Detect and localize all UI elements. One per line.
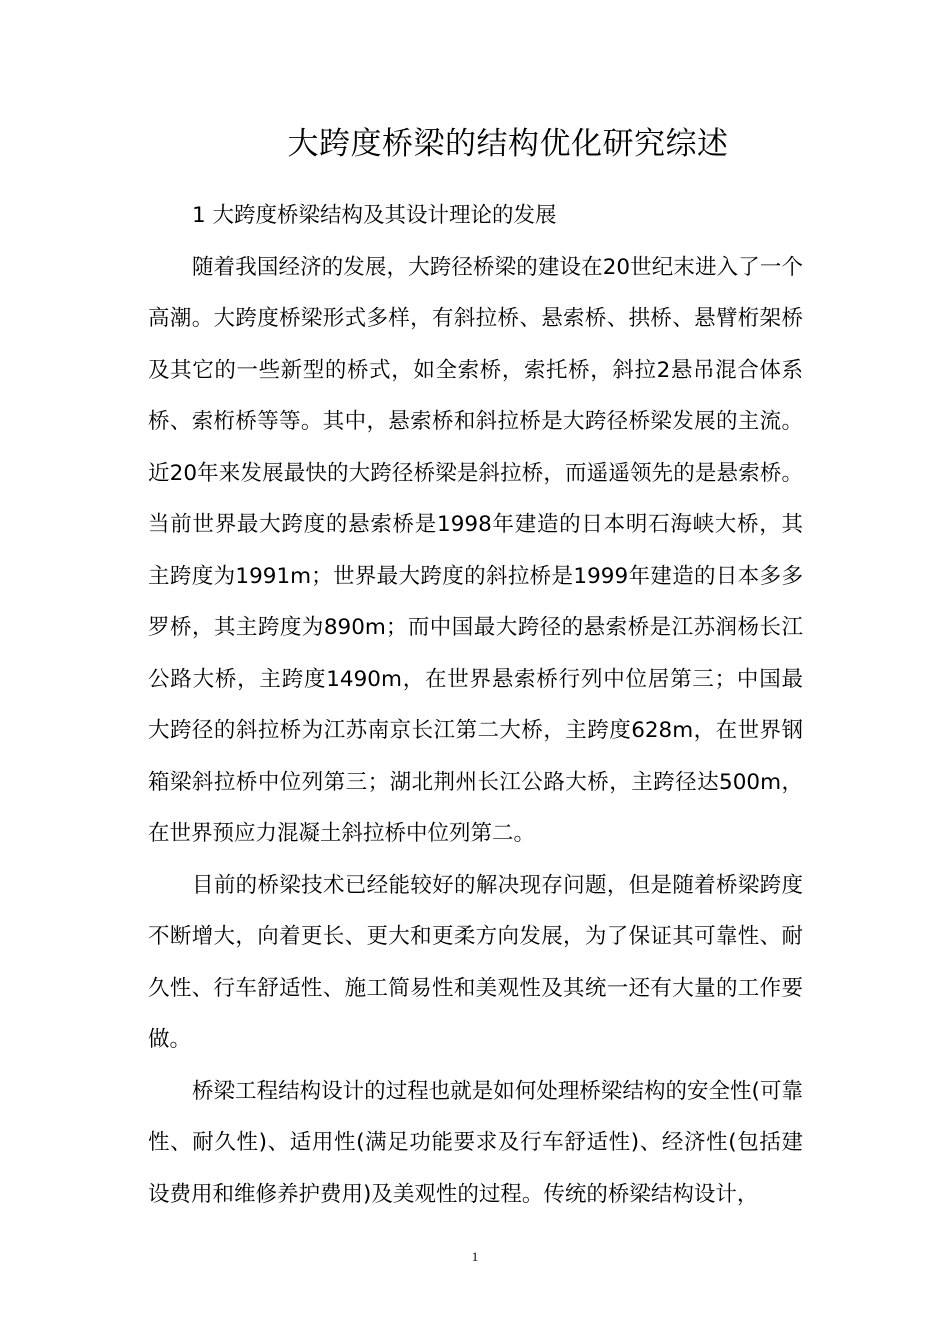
paragraph: 桥梁工程结构设计的过程也就是如何处理桥梁结构的安全性(可靠性、耐久性)、适用性(满足功能要求及行车舒适性)、经济性(包括建设费用和维修养护费用)及美观性的过程。传统的桥梁结构设计， [148,1078,803,1207]
page-title: 大跨度桥梁的结构优化研究综述 [287,126,729,162]
section-heading: 1 大跨度桥梁结构及其设计理论的发展 [192,203,557,228]
paragraph: 随着我国经济的发展，大跨径桥梁的建设在20世纪末进入了一个高潮。大跨度桥梁形式多样，有斜拉桥、悬索桥、拱桥、悬臂桁架桥及其它的一些新型的桥式，如全索桥，索托桥，斜拉2悬吊混合体系桥、索桁桥等等。其中，悬索桥和斜拉桥是大跨径桥梁发展的主流。近20年来发展最快的大跨径桥梁是斜拉桥，而遥遥领先的是悬索桥。当前世界最大跨度的悬索桥是1998年建造的日本明石海峡大桥，其主跨度为1991m；世界最大跨度的斜拉桥是1999年建造的日本多多罗桥，其主跨度为890m；而中国最大跨径的悬索桥是江苏润杨长江公路大桥，主跨度1490m，在世界悬索桥行列中位居第三；中国最大跨径的斜拉桥为江苏南京长江第二大桥，主跨度628m，在世界钢箱梁斜拉桥中位列第三；湖北荆州长江公路大桥，主跨径达500m，在世界预应力混凝土斜拉桥中位列第二。 [148,254,803,846]
document-body [148,190,803,1220]
page-number: 1 [471,1249,479,1264]
paragraph: 目前的桥梁技术已经能较好的解决现存问题，但是随着桥梁跨度不断增大，向着更长、更大和更柔方向发展，为了保证其可靠性、耐久性、行车舒适性、施工简易性和美观性及其统一还有大量的工作要做。 [148,872,803,1052]
